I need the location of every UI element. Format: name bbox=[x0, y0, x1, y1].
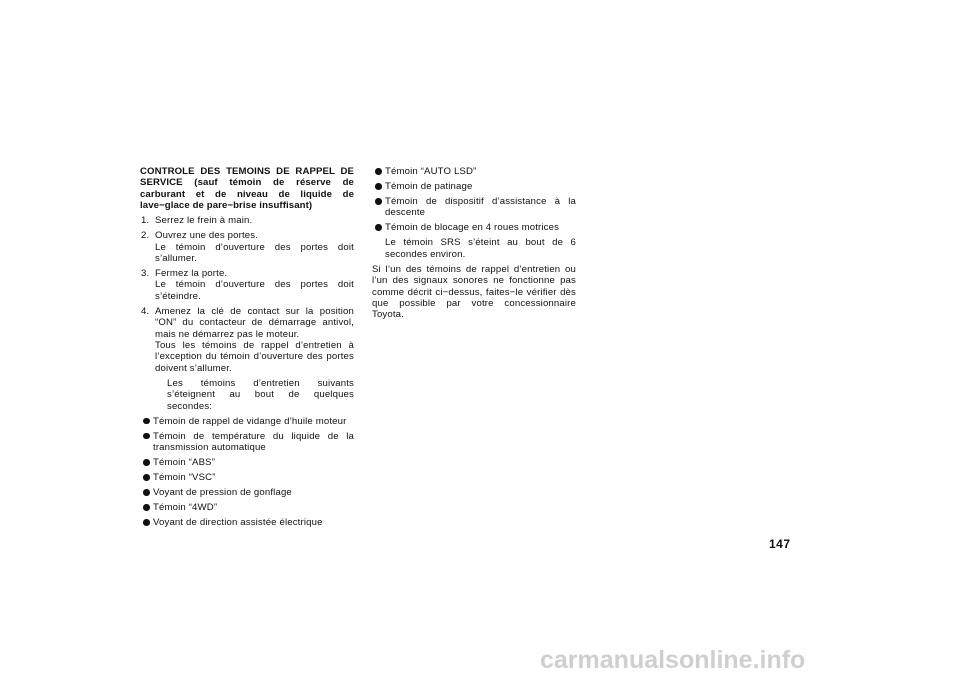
list-item: Témoin de blocage en 4 roues motrices bbox=[372, 222, 576, 233]
step-text: Tous les témoins de rappel d’entretien à l’exception du témoin d’ouverture des portes doivent s’allumer. bbox=[155, 340, 354, 374]
bullet-icon bbox=[372, 222, 385, 233]
page-number: 147 bbox=[769, 537, 791, 551]
bullet-icon bbox=[140, 457, 153, 468]
list-item: Témoin de rappel de vidange d’huile moteur bbox=[140, 416, 354, 427]
note-text: Le témoin SRS s’éteint au bout de 6 secondes environ. bbox=[385, 237, 576, 260]
list-item: Témoin “VSC” bbox=[140, 472, 354, 483]
step-3 bbox=[140, 268, 354, 302]
heading-line: SERVICE (sauf témoin de réserve de bbox=[140, 177, 354, 189]
bullet-icon bbox=[372, 166, 385, 177]
heading-line: carburant et de niveau de liquide de bbox=[140, 188, 354, 200]
step-number: 1. bbox=[141, 215, 150, 227]
step-text: Ouvrez une des portes. bbox=[155, 230, 259, 242]
list-item: Voyant de pression de gonflage bbox=[140, 487, 354, 498]
step-text: Fermez la porte. bbox=[155, 268, 228, 280]
list-item: Témoin “ABS” bbox=[140, 457, 354, 468]
step-4 bbox=[140, 306, 354, 374]
bullet-icon bbox=[372, 181, 385, 192]
list-item: Voyant de direction assistée électrique bbox=[140, 517, 354, 528]
section-heading bbox=[140, 166, 354, 212]
step-number: 4. bbox=[141, 305, 150, 317]
step-number: 2. bbox=[141, 230, 150, 242]
list-item: Témoin “4WD” bbox=[140, 502, 354, 513]
step-text: Le témoin d’ouverture des portes doit s’allumer. bbox=[155, 241, 354, 265]
bullet-icon bbox=[140, 487, 153, 498]
bullet-icon bbox=[140, 517, 153, 528]
list-item: Témoin de dispositif d’assistance à la descente bbox=[372, 196, 576, 219]
list-item: Témoin de patinage bbox=[372, 181, 576, 192]
left-column bbox=[140, 166, 354, 529]
bullet-icon bbox=[140, 416, 153, 427]
step-number: 3. bbox=[141, 268, 150, 280]
right-column bbox=[372, 166, 576, 321]
bullet-icon bbox=[140, 502, 153, 513]
step-text: Le témoin d’ouverture des portes doit s’éteindre. bbox=[155, 279, 354, 302]
list-item: Témoin de température du liquide de la transmission automatique bbox=[140, 431, 354, 454]
note-text: Les témoins d’entretien suivants s’éteignent au bout de quelques secondes: bbox=[167, 377, 354, 412]
step-1 bbox=[140, 215, 354, 226]
list-item: Témoin “AUTO LSD” bbox=[372, 166, 576, 177]
step-text: Serrez le frein à main. bbox=[155, 215, 253, 227]
bullet-icon bbox=[140, 431, 153, 454]
step-text: Amenez la clé de contact sur la position “ON” du contacteur de démarrage antivol, mais ne démarrez pas le moteur. bbox=[155, 305, 354, 340]
bullet-icon bbox=[140, 472, 153, 483]
watermark: carmanualsonline.info bbox=[540, 646, 806, 674]
bullet-icon bbox=[372, 196, 385, 219]
paragraph: Si l’un des témoins de rappel d’entretien ou l’un des signaux sonores ne fonctionne pas comme décrit ci−dessus, faites−le vérifier dès que possible par votre concessionnaire Toyota. bbox=[372, 263, 576, 321]
step-2 bbox=[140, 230, 354, 264]
heading-line: CONTROLE DES TEMOINS DE RAPPEL DE bbox=[140, 166, 354, 177]
heading-line: lave−glace de pare−brise insuffisant) bbox=[140, 200, 313, 212]
